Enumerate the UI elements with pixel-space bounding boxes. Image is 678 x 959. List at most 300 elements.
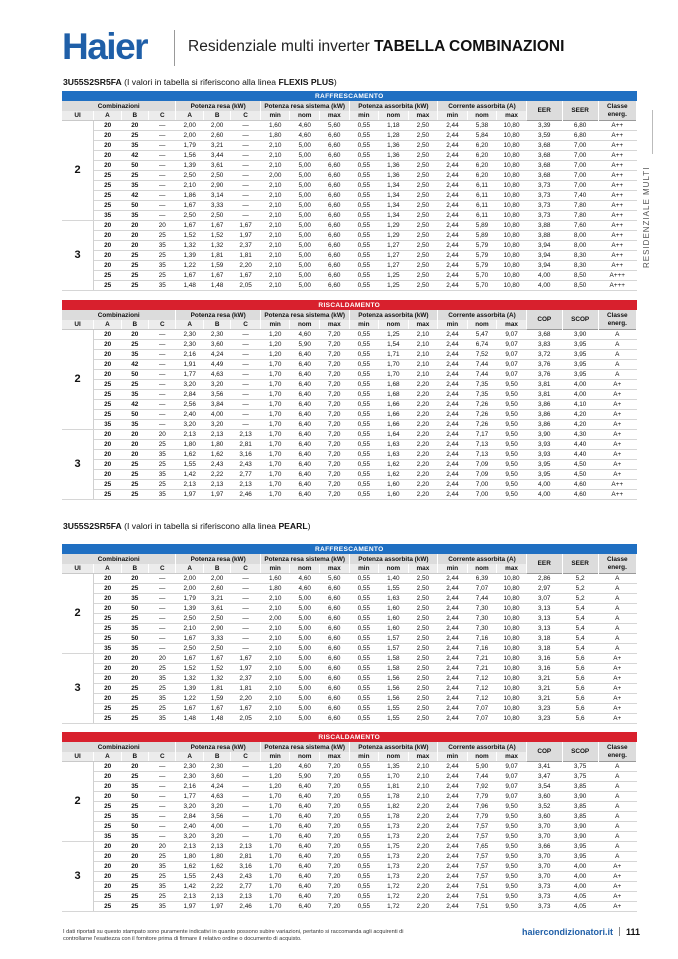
table-cell: 6,60 bbox=[319, 604, 349, 614]
table-cell: 7,20 bbox=[319, 762, 349, 772]
table-cell: 4,00 bbox=[562, 872, 598, 882]
table-cell: 25 bbox=[149, 480, 176, 490]
table-cell: 5,00 bbox=[290, 624, 320, 634]
table-cell: 7,12 bbox=[467, 684, 497, 694]
table-cell: 10,80 bbox=[497, 171, 527, 181]
table-cell: — bbox=[231, 782, 261, 792]
table-cell: 7,20 bbox=[319, 450, 349, 460]
table-cell: 2,44 bbox=[438, 480, 468, 490]
table-cell: 2,50 bbox=[408, 634, 438, 644]
subheader-c: C bbox=[231, 320, 261, 330]
table-cell: 6,40 bbox=[290, 892, 320, 902]
table-cell: 35 bbox=[121, 350, 148, 360]
table-cell: 25 bbox=[149, 271, 176, 281]
table-cell: 5,00 bbox=[290, 221, 320, 231]
indoor-unit-count: 2 bbox=[62, 121, 94, 221]
table-cell: 5,00 bbox=[290, 664, 320, 674]
table-cell: 1,73 bbox=[379, 872, 409, 882]
table-cell: — bbox=[149, 802, 176, 812]
table-cell: 4,40 bbox=[562, 440, 598, 450]
table-cell: A++ bbox=[598, 211, 636, 221]
table-row bbox=[62, 852, 637, 862]
table-cell: 2,90 bbox=[203, 181, 230, 191]
table-cell: 3,73 bbox=[526, 211, 562, 221]
table-cell: 7,92 bbox=[467, 782, 497, 792]
table-row bbox=[62, 772, 637, 782]
table-cell: A bbox=[598, 584, 636, 594]
table-cell: 10,80 bbox=[497, 131, 527, 141]
table-cell: 0,55 bbox=[349, 664, 379, 674]
table-cell: A bbox=[598, 624, 636, 634]
table-cell: 1,60 bbox=[379, 614, 409, 624]
table-cell: 8,50 bbox=[562, 271, 598, 281]
table-cell: 2,20 bbox=[408, 832, 438, 842]
table-cell: 7,26 bbox=[467, 400, 497, 410]
table-row bbox=[62, 842, 637, 852]
subheader-b: B bbox=[121, 111, 148, 121]
table-cell: 1,48 bbox=[203, 714, 230, 724]
table-cell: 35 bbox=[121, 812, 148, 822]
table-cell: 1,27 bbox=[379, 261, 409, 271]
table-cell: 2,20 bbox=[408, 450, 438, 460]
subheader-b: B bbox=[203, 564, 230, 574]
table-cell: 5,84 bbox=[467, 131, 497, 141]
table-cell: 7,20 bbox=[319, 420, 349, 430]
table-cell: 7,65 bbox=[467, 842, 497, 852]
table-cell: 20 bbox=[94, 440, 121, 450]
table-cell: 10,80 bbox=[497, 191, 527, 201]
table-cell: A++ bbox=[598, 241, 636, 251]
table-cell: 2,00 bbox=[176, 584, 203, 594]
table-cell: 6,40 bbox=[290, 420, 320, 430]
header-combinations: Combinazioni bbox=[62, 101, 176, 111]
table-cell: 0,55 bbox=[349, 161, 379, 171]
table-cell: 2,20 bbox=[408, 842, 438, 852]
table-cell: 1,42 bbox=[176, 882, 203, 892]
table-cell: 3,20 bbox=[176, 832, 203, 842]
table-cell: 2,50 bbox=[408, 161, 438, 171]
table-cell: 1,27 bbox=[379, 241, 409, 251]
header-seasonal-efficiency: SCOP bbox=[562, 742, 598, 762]
table-cell: 2,10 bbox=[260, 181, 290, 191]
table-cell: 0,55 bbox=[349, 201, 379, 211]
table-cell: 1,70 bbox=[260, 410, 290, 420]
table-cell: 5,00 bbox=[290, 644, 320, 654]
table-cell: 7,20 bbox=[319, 370, 349, 380]
table-cell: 7,00 bbox=[562, 181, 598, 191]
table-cell: 25 bbox=[94, 892, 121, 902]
table-cell: A+ bbox=[598, 664, 636, 674]
table-cell: 5,6 bbox=[562, 654, 598, 664]
table-cell: 20 bbox=[94, 450, 121, 460]
table-cell: 6,60 bbox=[319, 664, 349, 674]
table-cell: 3,95 bbox=[562, 852, 598, 862]
table-header-row bbox=[62, 101, 637, 111]
website-link[interactable]: haiercondizionatori.it bbox=[521, 927, 613, 937]
table-cell: 3,76 bbox=[526, 370, 562, 380]
table-cell: A+ bbox=[598, 872, 636, 882]
table-cell: — bbox=[231, 330, 261, 340]
table-cell: — bbox=[149, 390, 176, 400]
table-cell: 6,60 bbox=[319, 584, 349, 594]
table-cell: 5,79 bbox=[467, 251, 497, 261]
table-cell: 2,50 bbox=[408, 121, 438, 131]
subheader-b: B bbox=[203, 320, 230, 330]
table-cell: 2,10 bbox=[260, 694, 290, 704]
table-cell: 20 bbox=[121, 430, 148, 440]
header-divider bbox=[174, 30, 175, 66]
header-power-system: Potenza resa sistema (kW) bbox=[260, 101, 349, 111]
table-cell: — bbox=[231, 634, 261, 644]
table-cell: 2,44 bbox=[438, 872, 468, 882]
table-cell: — bbox=[149, 400, 176, 410]
table-cell: 3,59 bbox=[526, 131, 562, 141]
table-cell: 2,44 bbox=[438, 221, 468, 231]
table-cell: 20 bbox=[121, 762, 148, 772]
table-cell: 2,50 bbox=[408, 714, 438, 724]
table-cell: 7,20 bbox=[319, 470, 349, 480]
table-cell: A bbox=[598, 644, 636, 654]
table-cell: 5,00 bbox=[290, 231, 320, 241]
table-cell: 7,44 bbox=[467, 594, 497, 604]
table-cell: A bbox=[598, 614, 636, 624]
table-cell: 3,90 bbox=[562, 792, 598, 802]
table-cell: 1,55 bbox=[379, 714, 409, 724]
subheader-b: B bbox=[203, 752, 230, 762]
table-cell: 2,44 bbox=[438, 271, 468, 281]
table-cell: 20 bbox=[121, 231, 148, 241]
table-cell: A+++ bbox=[598, 271, 636, 281]
table-cell: 20 bbox=[94, 350, 121, 360]
table-cell: 2,37 bbox=[231, 674, 261, 684]
subheader-min: min bbox=[438, 752, 468, 762]
table-cell: 2,20 bbox=[408, 902, 438, 912]
table-cell: 6,60 bbox=[319, 221, 349, 231]
table-cell: 6,60 bbox=[319, 704, 349, 714]
table-cell: 9,50 bbox=[497, 430, 527, 440]
table-cell: 0,55 bbox=[349, 470, 379, 480]
table-cell: — bbox=[231, 131, 261, 141]
section-title-pearl: 3U55S2SR5FA (I valori in tabella si riferiscono alla linea PEARL) bbox=[63, 521, 311, 531]
table-cell: 1,39 bbox=[176, 684, 203, 694]
table-cell: 25 bbox=[121, 480, 148, 490]
table-cell: 25 bbox=[121, 802, 148, 812]
table-cell: 2,50 bbox=[408, 604, 438, 614]
table-cell: 6,60 bbox=[319, 634, 349, 644]
table-cell: 3,94 bbox=[526, 251, 562, 261]
table-row bbox=[62, 181, 637, 191]
subheader-ui: UI bbox=[62, 111, 94, 121]
table-cell: 1,67 bbox=[176, 271, 203, 281]
table-cell: 1,67 bbox=[231, 704, 261, 714]
table-cell: A bbox=[598, 772, 636, 782]
table-cell: 5,2 bbox=[562, 574, 598, 584]
table-cell: 4,60 bbox=[290, 131, 320, 141]
subheader-b: B bbox=[121, 564, 148, 574]
table-cell: 20 bbox=[149, 842, 176, 852]
table-cell: 5,4 bbox=[562, 614, 598, 624]
table-cell: 2,50 bbox=[408, 241, 438, 251]
table-cell: 1,62 bbox=[203, 862, 230, 872]
table-cell: 5,00 bbox=[290, 241, 320, 251]
table-cell: 2,50 bbox=[408, 221, 438, 231]
table-cell: 4,00 bbox=[526, 490, 562, 500]
table-cell: 6,20 bbox=[467, 151, 497, 161]
table-cell: 1,57 bbox=[379, 644, 409, 654]
table-cell: 5,60 bbox=[319, 574, 349, 584]
table-cell: 3,93 bbox=[526, 450, 562, 460]
table-cell: 1,70 bbox=[379, 360, 409, 370]
table-cell: 5,00 bbox=[290, 211, 320, 221]
table-cell: 1,20 bbox=[260, 782, 290, 792]
table-cell: — bbox=[149, 762, 176, 772]
table-cell: 0,55 bbox=[349, 792, 379, 802]
table-row bbox=[62, 684, 637, 694]
table-cell: 50 bbox=[121, 822, 148, 832]
table-cell: A+++ bbox=[598, 281, 636, 291]
table-cell: — bbox=[149, 614, 176, 624]
table-cell: 1,52 bbox=[203, 664, 230, 674]
table-cell: 1,70 bbox=[260, 842, 290, 852]
subheader-c: C bbox=[149, 111, 176, 121]
table-cell: 3,70 bbox=[526, 822, 562, 832]
header-energy-class: Classe energ. bbox=[598, 742, 636, 762]
table-cell: 7,20 bbox=[319, 902, 349, 912]
table-cell: 5,6 bbox=[562, 674, 598, 684]
header-combinations: Combinazioni bbox=[62, 742, 176, 752]
table-cell: 6,60 bbox=[319, 644, 349, 654]
table-cell: 9,50 bbox=[497, 842, 527, 852]
table-cell: 9,07 bbox=[497, 370, 527, 380]
table-cell: 6,60 bbox=[319, 614, 349, 624]
table-cell: 6,40 bbox=[290, 410, 320, 420]
table-cell: 20 bbox=[149, 430, 176, 440]
table-cell: 2,00 bbox=[260, 614, 290, 624]
table-cell: 7,80 bbox=[562, 211, 598, 221]
subheader-max: max bbox=[319, 320, 349, 330]
table-cell: 1,29 bbox=[379, 231, 409, 241]
table-row bbox=[62, 614, 637, 624]
table-cell: 4,00 bbox=[562, 862, 598, 872]
table-cell: 2,44 bbox=[438, 420, 468, 430]
table-cell: 0,55 bbox=[349, 430, 379, 440]
table-cell: 2,44 bbox=[438, 141, 468, 151]
table-cell: 2,10 bbox=[260, 281, 290, 291]
table-cell: 1,63 bbox=[379, 440, 409, 450]
table-cell: 2,56 bbox=[176, 400, 203, 410]
table-cell: 6,60 bbox=[319, 211, 349, 221]
table-cell: 4,00 bbox=[526, 480, 562, 490]
table-cell: 1,81 bbox=[379, 782, 409, 792]
table-cell: 4,60 bbox=[290, 584, 320, 594]
band-title: RAFFRESCAMENTO bbox=[62, 544, 637, 554]
subheader-ui: UI bbox=[62, 320, 94, 330]
table-cell: 1,70 bbox=[260, 380, 290, 390]
table-cell: 1,70 bbox=[260, 490, 290, 500]
table-cell: 0,55 bbox=[349, 684, 379, 694]
subheader-min: min bbox=[438, 320, 468, 330]
table-cell: 10,80 bbox=[497, 694, 527, 704]
table-cell: 6,40 bbox=[290, 792, 320, 802]
table-cell: 20 bbox=[94, 694, 121, 704]
table-cell: A+ bbox=[598, 704, 636, 714]
table-cell: 9,50 bbox=[497, 872, 527, 882]
table-cell: 6,40 bbox=[290, 380, 320, 390]
table-cell: 2,10 bbox=[408, 772, 438, 782]
table-cell: 2,44 bbox=[438, 674, 468, 684]
table-cell: 4,24 bbox=[203, 782, 230, 792]
table-cell: 25 bbox=[94, 390, 121, 400]
table-cell: 2,50 bbox=[408, 664, 438, 674]
table-cell: 2,50 bbox=[203, 614, 230, 624]
table-cell: 1,78 bbox=[379, 792, 409, 802]
indoor-unit-count: 2 bbox=[62, 330, 94, 430]
table-cell: A+ bbox=[598, 714, 636, 724]
table-cell: 2,44 bbox=[438, 624, 468, 634]
table-cell: 20 bbox=[121, 450, 148, 460]
table-cell: 0,55 bbox=[349, 882, 379, 892]
model-code: 3U55S2SR5FA bbox=[63, 77, 122, 87]
table-cell: 2,44 bbox=[438, 852, 468, 862]
table-cell: 25 bbox=[121, 614, 148, 624]
table-cell: 6,40 bbox=[290, 480, 320, 490]
product-line: PEARL bbox=[278, 521, 308, 531]
heating-band bbox=[62, 300, 637, 310]
table-cell: 10,80 bbox=[497, 281, 527, 291]
table-cell: — bbox=[231, 792, 261, 802]
table-cell: 2,20 bbox=[408, 872, 438, 882]
table-cell: 1,91 bbox=[176, 360, 203, 370]
table-cell: 9,50 bbox=[497, 380, 527, 390]
table-cell: 6,40 bbox=[290, 430, 320, 440]
table-cell: 1,48 bbox=[176, 281, 203, 291]
table-cell: 2,10 bbox=[260, 151, 290, 161]
table-cell: 2,44 bbox=[438, 201, 468, 211]
table-cell: 2,13 bbox=[231, 430, 261, 440]
table-cell: 2,44 bbox=[438, 802, 468, 812]
table-cell: 2,20 bbox=[408, 882, 438, 892]
table-cell: 50 bbox=[121, 604, 148, 614]
subheader-max: max bbox=[497, 320, 527, 330]
table-cell: 7,16 bbox=[467, 634, 497, 644]
table-row bbox=[62, 792, 637, 802]
table-cell: 7,09 bbox=[467, 470, 497, 480]
table-cell: 2,44 bbox=[438, 261, 468, 271]
side-section-label: RESIDENZIALE MULTI bbox=[642, 166, 651, 268]
table-cell: 5,00 bbox=[290, 201, 320, 211]
table-cell: 7,12 bbox=[467, 674, 497, 684]
table-cell: 5,00 bbox=[290, 161, 320, 171]
table-cell: 6,11 bbox=[467, 181, 497, 191]
table-cell: 2,44 bbox=[438, 664, 468, 674]
table-cell: 7,57 bbox=[467, 862, 497, 872]
table-cell: 6,60 bbox=[319, 694, 349, 704]
table-cell: 0,55 bbox=[349, 141, 379, 151]
table-cell: 2,05 bbox=[231, 281, 261, 291]
table-cell: 1,70 bbox=[260, 862, 290, 872]
table-cell: — bbox=[231, 644, 261, 654]
table-cell: 7,51 bbox=[467, 902, 497, 912]
table-cell: 3,90 bbox=[562, 330, 598, 340]
table-cell: 3,75 bbox=[562, 762, 598, 772]
table-cell: 2,60 bbox=[203, 131, 230, 141]
table-cell: 1,57 bbox=[379, 634, 409, 644]
table-cell: 2,10 bbox=[408, 370, 438, 380]
table-cell: 2,20 bbox=[408, 490, 438, 500]
table-cell: 2,50 bbox=[408, 211, 438, 221]
table-cell: 1,80 bbox=[203, 440, 230, 450]
table-cell: 1,56 bbox=[176, 151, 203, 161]
header-energy-class: Classe energ. bbox=[598, 310, 636, 330]
table-cell: 3,86 bbox=[526, 400, 562, 410]
table-cell: 3,70 bbox=[526, 832, 562, 842]
table-cell: 7,00 bbox=[467, 490, 497, 500]
table-cell: 2,10 bbox=[260, 594, 290, 604]
table-cell: 10,80 bbox=[497, 211, 527, 221]
table-cell: 2,77 bbox=[231, 470, 261, 480]
table-cell: 1,67 bbox=[176, 201, 203, 211]
table-cell: 1,20 bbox=[260, 350, 290, 360]
table-cell: 3,33 bbox=[203, 634, 230, 644]
table-cell: 9,07 bbox=[497, 792, 527, 802]
table-cell: 2,05 bbox=[231, 714, 261, 724]
table-cell: 1,68 bbox=[379, 390, 409, 400]
table-cell: 2,20 bbox=[408, 822, 438, 832]
table-cell: 0,55 bbox=[349, 584, 379, 594]
table-cell: 20 bbox=[149, 221, 176, 231]
subheader-c: C bbox=[149, 320, 176, 330]
header-power-out: Potenza resa (kW) bbox=[176, 554, 260, 564]
header-seasonal-efficiency: SCOP bbox=[562, 310, 598, 330]
table-cell: 35 bbox=[149, 714, 176, 724]
table-cell: 25 bbox=[121, 704, 148, 714]
table-row bbox=[62, 151, 637, 161]
table-cell: 7,13 bbox=[467, 450, 497, 460]
table-cell: A+ bbox=[598, 410, 636, 420]
table-cell: 6,40 bbox=[290, 882, 320, 892]
table-cell: 0,55 bbox=[349, 714, 379, 724]
table-cell: 0,55 bbox=[349, 704, 379, 714]
subheader-max: max bbox=[497, 111, 527, 121]
table-cell: 2,20 bbox=[408, 862, 438, 872]
table-cell: 1,70 bbox=[260, 802, 290, 812]
table-cell: 0,55 bbox=[349, 181, 379, 191]
table-cell: 2,44 bbox=[438, 390, 468, 400]
table-cell: 0,55 bbox=[349, 624, 379, 634]
table-row bbox=[62, 812, 637, 822]
subheader-nom: nom bbox=[290, 320, 320, 330]
table-cell: 2,44 bbox=[438, 251, 468, 261]
table-cell: 1,70 bbox=[260, 902, 290, 912]
table-cell: 3,13 bbox=[526, 604, 562, 614]
table-row bbox=[62, 480, 637, 490]
table-row bbox=[62, 862, 637, 872]
table-cell: — bbox=[149, 594, 176, 604]
table-cell: 2,44 bbox=[438, 151, 468, 161]
table-cell: 6,60 bbox=[319, 714, 349, 724]
table-cell: 1,62 bbox=[176, 450, 203, 460]
table-cell: 2,50 bbox=[408, 654, 438, 664]
table-cell: 2,10 bbox=[260, 644, 290, 654]
table-cell: 2,44 bbox=[438, 584, 468, 594]
table-cell: 3,73 bbox=[526, 201, 562, 211]
table-cell: 9,50 bbox=[497, 902, 527, 912]
indoor-unit-count: 3 bbox=[62, 221, 94, 291]
table-cell: 2,50 bbox=[408, 694, 438, 704]
table-cell: 4,60 bbox=[562, 480, 598, 490]
table-cell: 3,20 bbox=[203, 802, 230, 812]
table-cell: 5,00 bbox=[290, 151, 320, 161]
